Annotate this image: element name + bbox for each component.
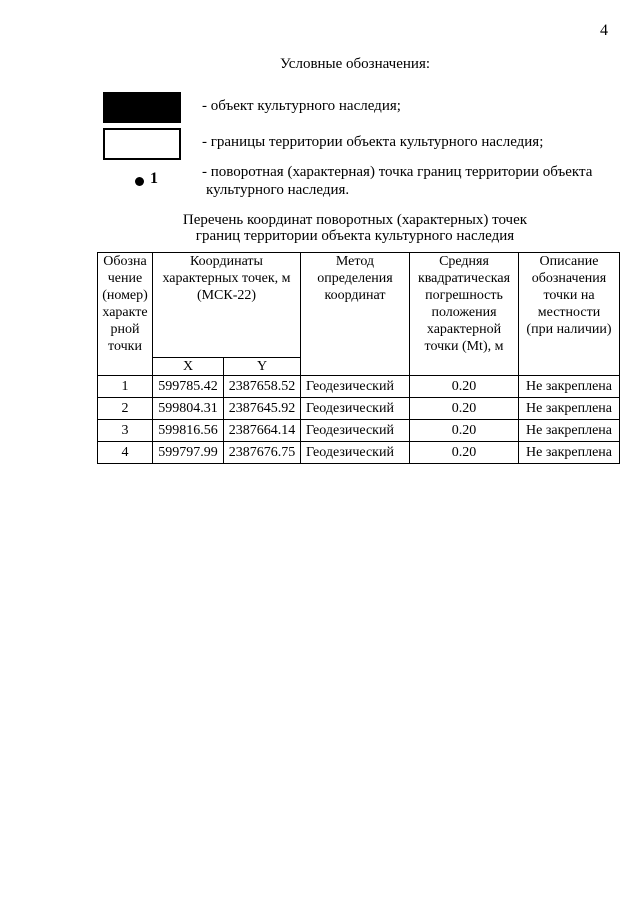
cell-error: 0.20	[410, 376, 519, 398]
table-row	[98, 420, 620, 442]
header-method: Метод определения координат	[301, 253, 410, 376]
legend-item-turning-point	[202, 163, 622, 199]
cell-point-number: 3	[98, 420, 153, 442]
coordinates-table	[97, 252, 620, 464]
table-title-line1: Перечень координат поворотных (характерных) точек	[182, 212, 528, 228]
legend-title: Условные обозначения:	[279, 56, 431, 72]
turning-point-marker-icon	[135, 177, 144, 186]
header-x: X	[153, 358, 224, 376]
cell-x: 599785.42	[153, 376, 224, 398]
legend-item-territory-boundary: - границы территории объекта культурного наследия;	[202, 134, 544, 150]
legend-item-turning-point-line1: - поворотная (характерная) точка границ территории объекта	[202, 164, 593, 180]
cell-point-number: 2	[98, 398, 153, 420]
table-row	[98, 376, 620, 398]
cell-x: 599816.56	[153, 420, 224, 442]
cell-error: 0.20	[410, 398, 519, 420]
table-title-line2: границ территории объекта культурного наследия	[195, 228, 515, 244]
header-coordinates: Координаты характерных точек, м (МСК-22)	[153, 253, 301, 358]
cell-method: Геодезический	[301, 376, 410, 398]
cell-description: Не закреплена	[519, 376, 620, 398]
cell-point-number: 4	[98, 442, 153, 464]
cell-description: Не закреплена	[519, 420, 620, 442]
legend-item-turning-point-line2: культурного наследия.	[206, 182, 350, 198]
cell-y: 2387664.14	[224, 420, 301, 442]
table-title	[0, 212, 640, 244]
table-row	[98, 398, 620, 420]
cell-error: 0.20	[410, 442, 519, 464]
cell-x: 599804.31	[153, 398, 224, 420]
table-row	[98, 442, 620, 464]
cell-y: 2387658.52	[224, 376, 301, 398]
heritage-object-symbol	[103, 92, 181, 123]
cell-method: Геодезический	[301, 398, 410, 420]
page-number: 4	[600, 22, 608, 39]
cell-y: 2387676.75	[224, 442, 301, 464]
legend-item-heritage-object: - объект культурного наследия;	[202, 98, 401, 114]
cell-y: 2387645.92	[224, 398, 301, 420]
header-description: Описание обозначения точки на местности (при наличии)	[519, 253, 620, 376]
turning-point-marker-label: 1	[150, 170, 158, 187]
cell-description: Не закреплена	[519, 398, 620, 420]
cell-method: Геодезический	[301, 420, 410, 442]
territory-boundary-symbol	[103, 128, 181, 160]
header-error: Средняя квадратическая погрешность положения характерной точки (Mt), м	[410, 253, 519, 376]
cell-point-number: 1	[98, 376, 153, 398]
header-designation: Обозна чение (номер) характе рной точки	[98, 253, 153, 376]
cell-description: Не закреплена	[519, 442, 620, 464]
cell-x: 599797.99	[153, 442, 224, 464]
header-y: Y	[224, 358, 301, 376]
cell-method: Геодезический	[301, 442, 410, 464]
cell-error: 0.20	[410, 420, 519, 442]
